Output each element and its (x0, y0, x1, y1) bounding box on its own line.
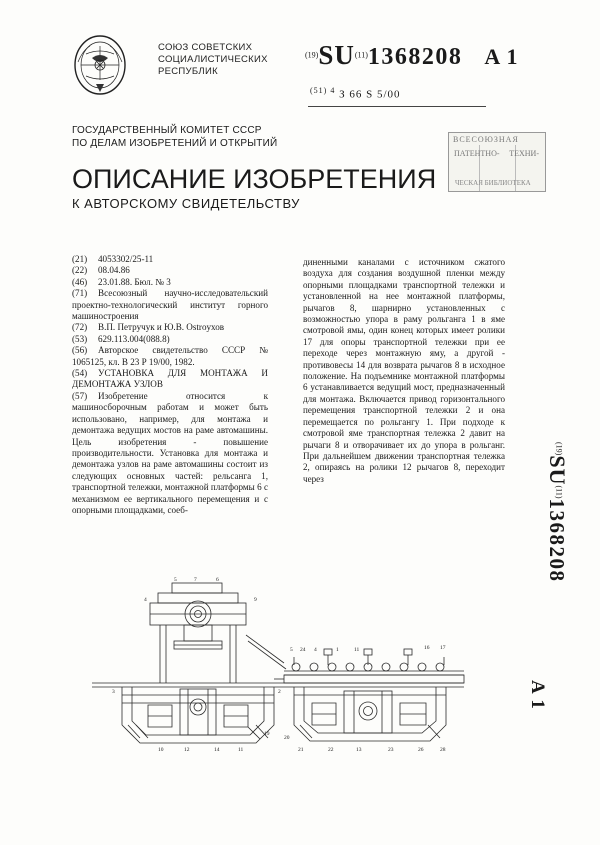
inid-71: (71) (72, 288, 88, 299)
stamp-title: ВСЕСОЮЗНАЯ (453, 135, 519, 144)
applicant: Всесоюзный научно-исследовательский проектно-технологический институт горного машиностроения (72, 288, 268, 322)
svg-text:23: 23 (388, 747, 394, 753)
svg-text:19: 19 (264, 731, 270, 737)
library-stamp (448, 132, 546, 192)
inid-72: (72) (72, 322, 88, 333)
biblio-row-54 (72, 368, 268, 391)
inid-57: (57) (72, 390, 88, 401)
svg-text:7: 7 (194, 577, 197, 583)
ipc-classification (310, 86, 401, 101)
biblio-row-46 (72, 277, 268, 288)
page-subtitle: К АВТОРСКОМУ СВИДЕТЕЛЬСТВУ (72, 196, 300, 211)
svg-text:12: 12 (184, 747, 190, 753)
svg-text:1: 1 (336, 647, 339, 653)
stamp-bottom-text: ЧЕСКАЯ БИБЛИОТЕКА (455, 179, 531, 187)
header-rule (308, 106, 486, 107)
svg-text:28: 28 (440, 747, 446, 753)
filing-date: 08.04.86 (98, 265, 130, 276)
side-patent-number-block (508, 430, 598, 730)
svg-text:5: 5 (174, 577, 177, 583)
inid-19: (19) (305, 50, 319, 60)
installation-assembly-drawing (88, 575, 468, 755)
state-committee-block (72, 124, 277, 150)
svg-text:21: 21 (298, 747, 304, 753)
inid-51: (51) 4 (310, 86, 336, 95)
svg-text:9: 9 (254, 597, 257, 603)
side-number: 1368208 (545, 498, 569, 583)
side-inid-11: (11) (554, 485, 564, 499)
biblio-row-71 (72, 288, 268, 322)
inid-11: (11) (354, 50, 368, 60)
svg-text:10: 10 (158, 747, 164, 753)
biblio-row-56 (72, 345, 268, 368)
committee-line-1: ГОСУДАРСТВЕННЫЙ КОМИТЕТ СССР (72, 125, 262, 136)
svg-text:16: 16 (424, 645, 430, 651)
biblio-row-72 (72, 322, 268, 333)
udc-code: 629.113.004(088.8) (98, 333, 170, 344)
ipc-class-value: З 66 S 5/00 (339, 88, 401, 101)
side-patent-number (544, 442, 570, 582)
invention-title: УСТАНОВКА ДЛЯ МОНТАЖА И ДЕМОНТАЖА УЗЛОВ (72, 368, 268, 390)
country-code: SU (318, 40, 355, 70)
inid-54: (54) (72, 368, 88, 379)
svg-text:17: 17 (440, 645, 446, 651)
patent-number: 1368208 (367, 44, 463, 70)
side-inid-19: (19) (554, 442, 564, 456)
committee-line-2: ПО ДЕЛАМ ИЗОБРЕТЕНИЙ И ОТКРЫТИЙ (72, 138, 278, 149)
side-kind-code: A 1 (527, 680, 548, 710)
svg-text:14: 14 (214, 747, 220, 753)
svg-text:11: 11 (354, 647, 360, 653)
svg-text:5: 5 (290, 647, 293, 653)
inid-53: (53) (72, 333, 88, 344)
inid-21: (21) (72, 254, 88, 264)
stamp-left-text: ПАТЕНТНО- (454, 149, 500, 158)
biblio-left-column (72, 254, 268, 516)
biblio-row-21 (72, 254, 268, 265)
biblio-row-57 (72, 391, 268, 516)
biblio-row-53 (72, 334, 268, 345)
svg-text:24: 24 (300, 647, 306, 653)
svg-text:4: 4 (144, 597, 147, 603)
svg-text:26: 26 (418, 747, 424, 753)
svg-text:11: 11 (238, 747, 244, 753)
svg-text:20: 20 (284, 735, 290, 741)
svg-text:4: 4 (314, 647, 317, 653)
organization-line-2: СОЦИАЛИСТИЧЕСКИХ (158, 54, 268, 65)
organization-line-3: РЕСПУБЛИК (158, 66, 218, 77)
page-title: ОПИСАНИЕ ИЗОБРЕТЕНИЯ (72, 164, 437, 194)
svg-text:2: 2 (278, 689, 281, 695)
organization-line-1: СОЮЗ СОВЕТСКИХ (158, 42, 253, 53)
references: Авторское свидетельство СССР № 1065125, кл. В 23 Р 19/00, 1982. (72, 345, 268, 367)
inid-46: (46) (72, 276, 88, 287)
patent-number-block (305, 40, 519, 71)
inid-56: (56) (72, 345, 88, 356)
publication-date: 23.01.88. Бюл. № 3 (98, 276, 171, 287)
svg-text:13: 13 (356, 747, 362, 753)
side-country-code: SU (545, 455, 570, 486)
svg-text:22: 22 (328, 747, 334, 753)
abstract-right-text: диненными каналами с источником сжатого воздуха для создания воздушной пленки между опорными площадками транспортной тележки и установленной на нее монтажной платформы, рычагов 8, шарнирно установленных с возможностью упора в раму рольганга 1 в яме смотровой ямы, один конец которых имеет ролики 17 для опоры транспортной тележки при ее переходе через монтажную яму, а другой - противовесы 14 для возврата рычагов 8 в исходное положение. На подъемнике монтажной платформы 6 устанавливается ведущий мост, предназначенный для монтажа. Включается привод горизонтального перемещения транспортной тележки 2 и она перемещается по рольгангу 1. При подходе к смотровой яме транспортная тележка 2 давит на рычаги 8 и отворачивает их до упора в рольганг. При дальнейшем движении транспортная тележка 2, опираясь на ролики 12 рычагов 8, переходит через (303, 257, 505, 484)
kind-code: A 1 (484, 44, 519, 69)
soviet-state-emblem-icon (72, 34, 128, 96)
svg-text:6: 6 (216, 577, 219, 583)
svg-text:3: 3 (112, 689, 115, 695)
organization-block (158, 42, 268, 78)
inid-22: (22) (72, 265, 88, 276)
biblio-right-column (303, 254, 505, 485)
abstract-left-text: Изобретение относится к машиносборочным работам и может быть использовано, например, для монтажа и демонтажа ведущих мостов на раме автомашины. Цель изобретения - повышение производительности. Установка для монтажа и демонтажа узлов на раме автомашины состоит из следующих основных частей: рельсанга 1, транспортной тележки, монтажной платформы 6 с механизмом ее вертикального перемещения и с опорными площадками, соеб- (72, 390, 268, 515)
document-header (60, 28, 540, 123)
inventors: В.П. Петручук и Ю.В. Ostroухов (98, 322, 225, 333)
application-number: 4053302/25-11 (98, 254, 154, 264)
biblio-row-22 (72, 265, 268, 276)
stamp-right-text: ТЕХНИ- (509, 149, 539, 158)
